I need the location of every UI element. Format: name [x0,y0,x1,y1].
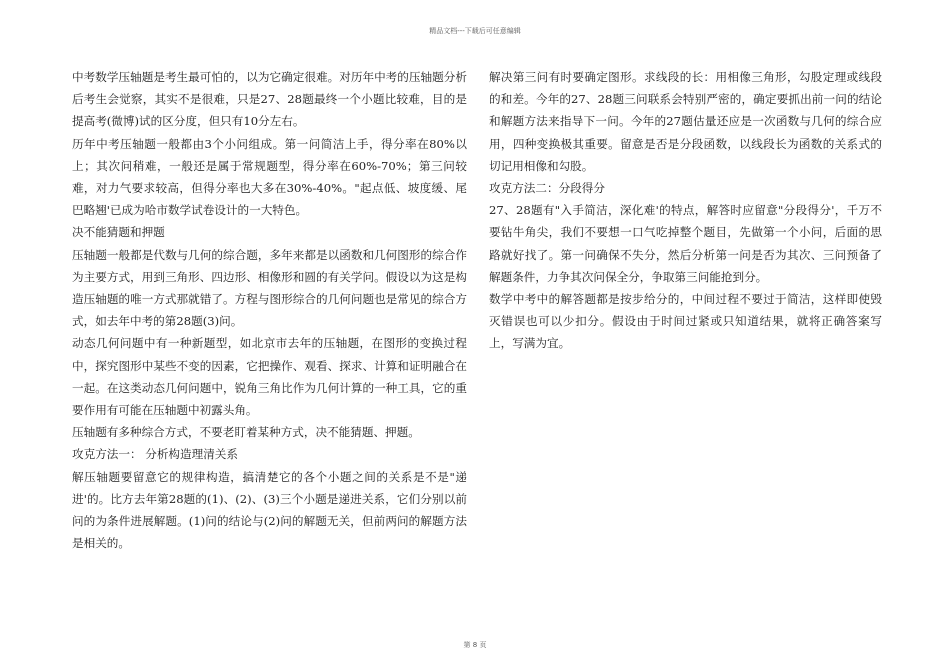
paragraph: 动态几何问题中有一种新题型，如北京市去年的压轴题，在图形的变换过程中，探究图形中某些不变的因素，它把操作、观看、探求、计算和证明融合在一起。在这类动态几何问题中，锐角三角比作为几何计算的一种工具，它的重要作用有可能在压轴题中初露头角。 [72,336,467,418]
paragraph: 中考数学压轴题是考生最可怕的，以为它确定很难。对历年中考的压轴题分析后考生会觉察，其实不是很难，只是27、28题最终一个小题比较难，目的是提高考(微博)试的区分度，但只有10分左右。 [72,70,467,129]
paragraph: 压轴题有多种综合方式，不要老盯着某种方式，决不能猜题、押题。 [72,425,420,440]
right-column [489,66,882,355]
page-number: 第 8 页 [463,641,487,649]
paragraph: 数学中考中的解答题都是按步给分的，中间过程不要过于简洁，这样即使毁灭错误也可以少扣分。假设由于时间过紧或只知道结果，就将正确答案写上，写满为宜。 [489,292,882,351]
paragraph: 解压轴题要留意它的规律构造，搞清楚它的各个小题之间的关系是不是"递进'的。比方去年第28题的(1)、(2)、(3)三个小题是递进关系，它们分别以前问的为条件进展解题。(1)问的结论与(2)问的解题无关，但前两问的解题方法是相关的。 [72,469,467,551]
section-heading: 攻克方法一： 分析构造理清关系 [72,447,238,462]
page-header: 精品文档---下载后可任意编辑 [429,27,521,35]
section-heading: 决不能猜题和押题 [72,225,165,240]
left-column [72,66,467,554]
section-heading: 攻克方法二：分段得分 [489,181,605,196]
paragraph: 压轴题一般都是代数与几何的综合题，多年来都是以函数和几何图形的综合作为主要方式，用到三角形、四边形、相像形和圆的有关学问。假设以为这是构造压轴题的唯一方式那就错了。方程与图形综合的几何问题也是常见的综合方式，如去年中考的第28题(3)问。 [72,247,467,329]
paragraph: 27、28题有"入手简洁，深化难'的特点，解答时应留意"分段得分'，千万不要钻牛角尖，我们不要想一口气吃掉整个题目，先做第一个小问，后面的思路就好找了。第一问确保不失分，然后分析第一问是否为其次、三问预备了解题条件，力争其次问保全分，争取第三问能抢到分。 [489,203,882,284]
paragraph: 历年中考压轴题一般都由3个小问组成。第一问简洁上手，得分率在80%以上；其次问稍难，一般还是属于常规题型，得分率在60%-70%；第三问较难，对力气要求较高，但得分率也大多在30%-40%。"起点低、坡度缓、尾巴略翘'已成为哈市数学试卷设计的一大特色。 [72,136,467,218]
paragraph: 解决第三问有时要确定图形。求线段的长：用相像三角形，勾股定理或线段的和差。今年的27、28题三问联系会特别严密的，确定要抓出前一问的结论和解题方法来指导下一问。今年的27题估量还应是一次函数与几何的综合应用，四种变换极其重要。留意是否是分段函数，以线段长为函数的关系式的切记用相像和勾股。 [489,70,882,173]
